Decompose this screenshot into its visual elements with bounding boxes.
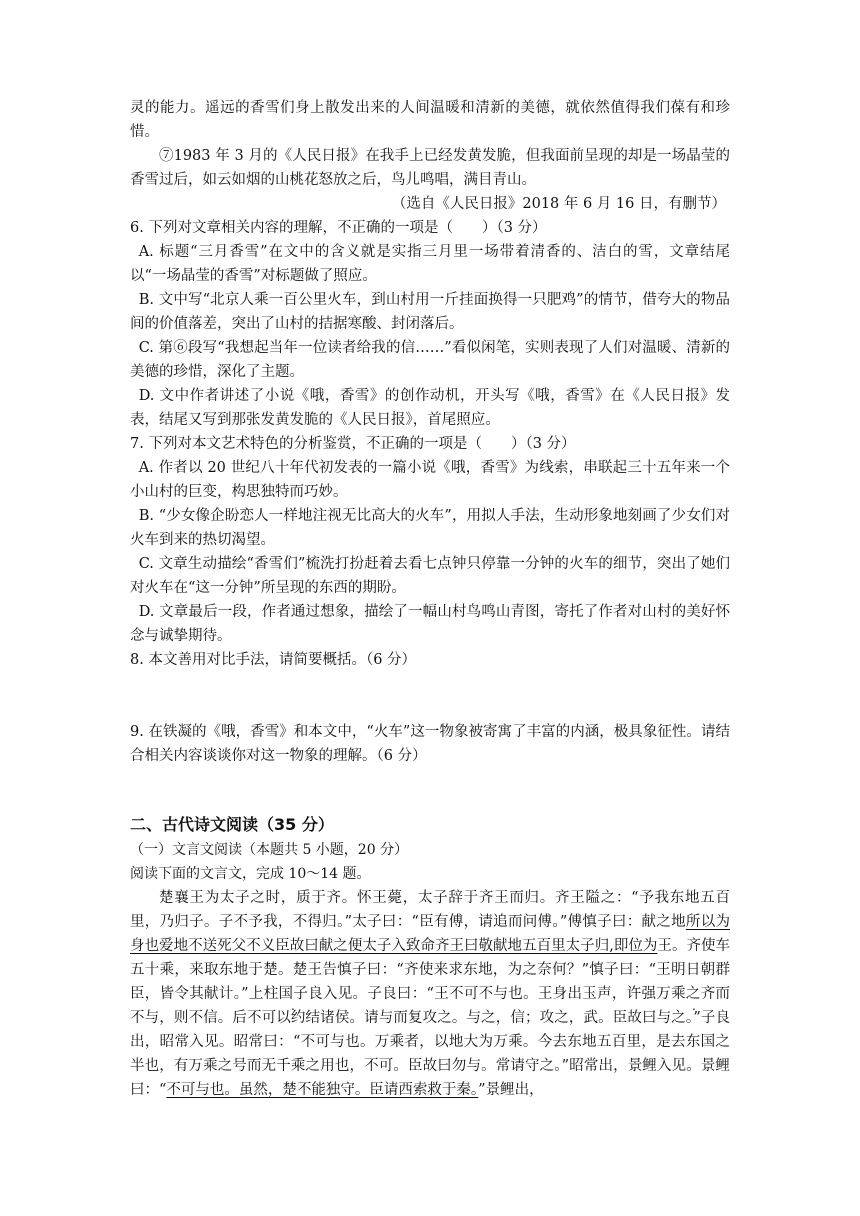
classical-text-4: 国子良入见。子良曰：“王不可不与也。王身出玉声，许强	[278, 986, 657, 1002]
classical-text-1: 楚襄王为太子之时，质于齐。怀王薨，太子辞于齐王而归。齐王隘之：“予我东地五百里，乃归子。子不予我，不得归。”太子曰：“臣有傅，请追而问傅。”傅慎子曰：献之地	[130, 890, 730, 930]
classical-dotted-word-2: 万 .	[656, 986, 671, 1002]
classical-text-3: 王。齐使车五十乘，来取东地于楚。楚王告慎子曰：“齐使来求东地，为之奈何？”慎子曰：“王明日朝群臣，皆令其献计。”	[130, 938, 731, 1002]
question-6-option-d: D. 文中作者讲述了小说《哦，香雪》的创作动机，开头写《哦，香雪》在《人民日报》发表，结尾又写到那张发黄发脆的《人民日报》，首尾照应。	[130, 388, 730, 428]
question-6-option-b: B. 文中写“北京人乘一百公里火车，到山村用一斤挂面换得一只肥鸡”的情节，借夸大的物品间的价值落差，突出了山村的拮据寒酸、封闭落后。	[130, 292, 730, 332]
question-9: 9. 在铁凝的《哦，香雪》和本文中，“火车”这一物象被寄寓了丰富的内涵，极具象征性。请结合相关内容谈谈你对这一物象的理解。（6 分）	[130, 724, 730, 764]
passage-source: （选自《人民日报》2018 年 6 月 16 日，有删节）	[391, 196, 726, 212]
question-7-option-b: B. “少女像企盼恋人一样地注视无比高大的火车”，用拟人手法，生动形象地刻画了少女们对火车到来的热切渴望。	[130, 508, 730, 548]
question-6-option-a: A. 标题“三月香雪”在文中的含义就是实指三月里一场带着清香的、洁白的雪，文章结尾以“一场晶莹的香雪”对标题做了照应。	[130, 244, 730, 284]
question-7-stem: 7. 下列对本文艺术特色的分析鉴赏，不正确的一项是（ ）（3 分）	[130, 436, 576, 452]
classical-underlined-punctuation-item: 所以为身也爱地不送死父不义臣故曰献之便太子入致命齐王曰敬献地五百里太子归,即位为	[130, 914, 730, 954]
classical-underlined-translation-item: 不可与也。虽然，楚不能独守。臣请西索救于秦。	[166, 1082, 479, 1098]
passage-para-7: ⑦1983 年 3 月的《人民日报》在我手上已经发黄发脆，但我面前呈现的却是一场晶莹的香雪过后，如云如烟的山桃花怒放之后，鸟儿鸣唱，满目青山。	[130, 148, 730, 188]
question-8: 8. 本文善用对比手法，请简要概括。（6 分）	[130, 652, 417, 668]
section-2-instruction: 阅读下面的文言文，完成 10～14 题。	[130, 866, 371, 882]
answer-space-8	[130, 672, 730, 720]
question-6-stem: 6. 下列对文章相关内容的理解，不正确的一项是（ ）（3 分）	[130, 220, 547, 236]
exam-page	[130, 96, 730, 1102]
question-7-option-a: A. 作者以 20 世纪八十年代初发表的一篇小说《哦，香雪》为线索，串联起三十五年来一个小山村的巨变，构思独特而巧妙。	[130, 460, 730, 500]
question-6-option-c: C. 第⑥段写“我想起当年一位读者给我的信……”看似闲笔，实则表现了人们对温暖、清新的美德的珍惜，深化了主题。	[130, 340, 730, 380]
question-7-option-c: C. 文章生动描绘“香雪们”梳洗打扮赶着去看七点钟只停靠一分钟的火车的细节，突出了她们对火车在“这一分钟”所呈现的东西的期盼。	[130, 556, 730, 596]
passage-continuation: 灵的能力。遥远的香雪们身上散发出来的人间温暖和清新的美德，就依然值得我们葆有和珍惜。	[130, 100, 730, 140]
section-2-title: 二、古代诗文阅读（35 分）	[130, 815, 334, 834]
question-7-option-d: D. 文章最后一段，作者通过想象，描绘了一幅山村鸟鸣山青图，寄托了作者对山村的美好怀念与诚挚期待。	[130, 604, 730, 644]
answer-space-9	[130, 768, 730, 806]
classical-dotted-word: 上柱	[248, 986, 279, 1002]
classical-passage	[130, 886, 730, 1102]
classical-text-5: 乘之齐而不与，则不信。后不可以约结诸侯。请与而复攻之。与之，信；攻之，武。臣故曰与之。”子良出，昭常入见。昭常曰：“不可与也。万乘者，以地大为万乘。今去东地五百里，是去东国之半也，有万乘之号而无千乘之用也，不可。臣故曰勿与。常请守之。”昭常出，景鲤入见。景鲤曰：“	[130, 986, 731, 1098]
section-2-subtitle: （一）文言文阅读（本题共 5 小题，20 分）	[130, 842, 409, 858]
classical-text-6: ”景鲤出，	[478, 1082, 544, 1098]
